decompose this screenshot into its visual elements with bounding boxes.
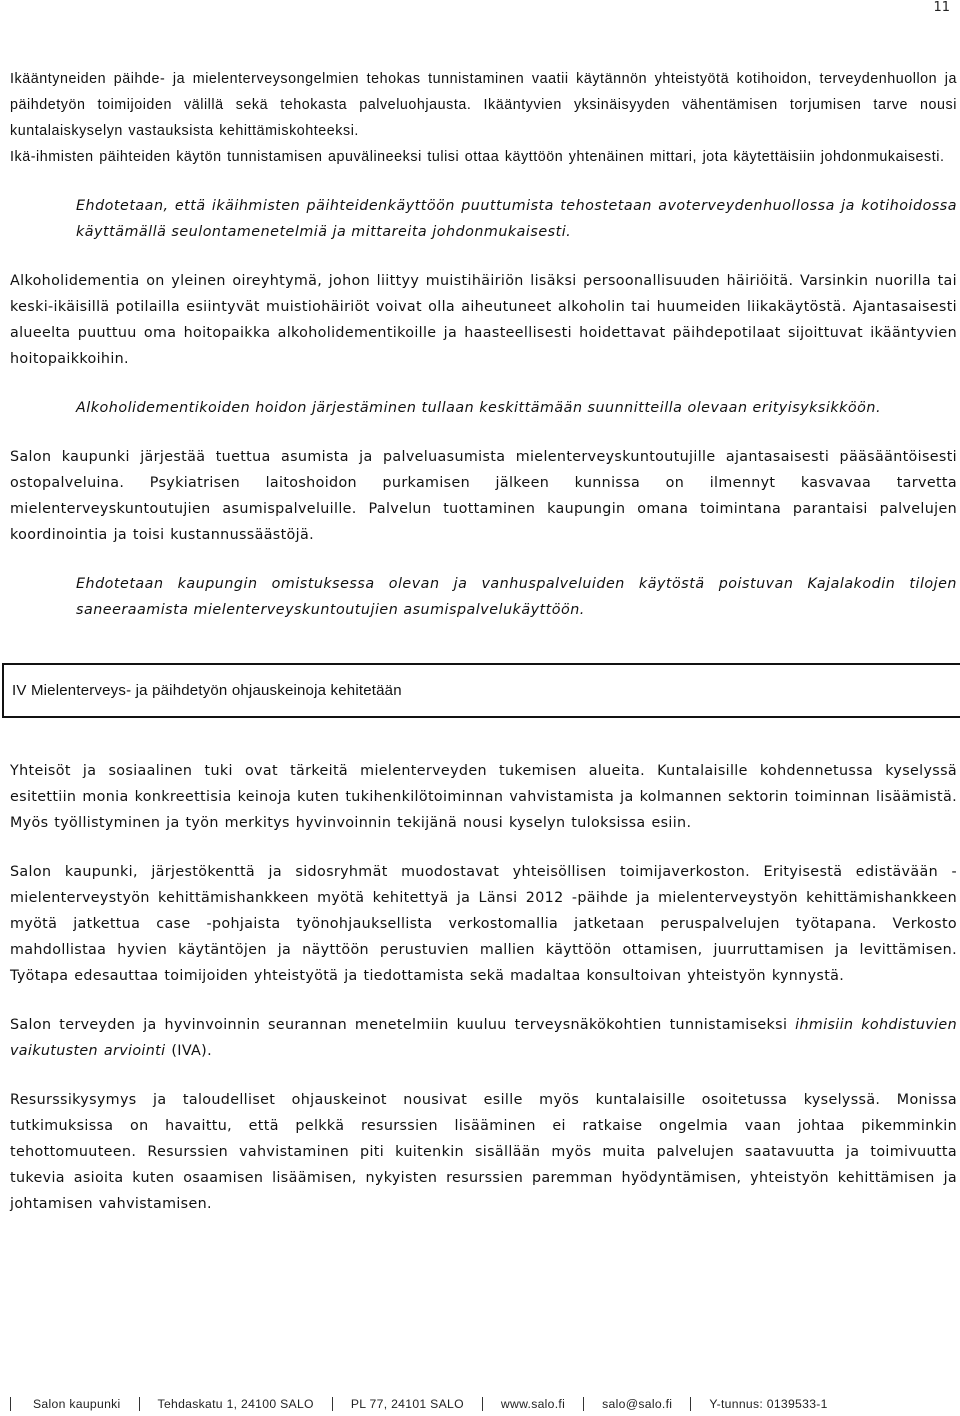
paragraph-resources: Resurssikysymys ja taloudelliset ohjauskeinot nousivat esille myös kuntalaisille osoitetussa kyselyssä. Monissa tutkimuksissa on havaittu, että pelkkä resurssien lisääminen ei ratkaise ongelmia vaan johtaa pikemminkin tehottomuuteen. Resurssien vahvistaminen piti kuitenkin sisällään myös muita palvelujen saatavuutta ja toimivuutta tukevia asioita kuten osaamisen lisäämisen, nykyisten resurssien paremman hyödyntämisen, yhteistyön kehittämisen ja johtamisen vahvistamisen. (10, 1092, 957, 1212)
footer-po-box: PL 77, 24101 SALO (350, 1397, 464, 1411)
footer-divider (583, 1397, 584, 1411)
footer-divider (482, 1397, 483, 1411)
paragraph-impact-assessment (10, 1012, 957, 1064)
proposal-kajalakoti-renovation: Ehdotetaan kaupungin omistuksessa olevan ja vanhuspalveluiden käytöstä poistuvan Kajalakodin tilojen saneeraamista mielenterveyskuntoutujien asumispalvelukäyttöön. (76, 576, 957, 618)
footer-street-address: Tehdaskatu 1, 24100 SALO (157, 1397, 314, 1411)
footer-divider (10, 1397, 11, 1411)
footer-org: Salon kaupunki (33, 1397, 121, 1411)
page-footer (10, 1397, 960, 1411)
proposal-screening-methods: Ehdotetaan, että ikäihmisten päihteidenkäyttöön puuttumista tehostetaan avoterveydenhuollossa ja kotihoidossa käyttämällä seulontamenetelmiä ja mittareita johdonmukaisesti. (76, 198, 957, 240)
section-heading: IV Mielenterveys- ja päihdetyön ohjauskeinoja kehitetään (12, 682, 402, 699)
footer-divider (332, 1397, 333, 1411)
iva-emphasis: ihmisiin kohdistuvien vaikutusten arviointi (10, 1017, 957, 1059)
footer-business-id: Y-tunnus: 0139533-1 (709, 1397, 828, 1411)
iva-text-end: (IVA). (165, 1043, 212, 1059)
paragraph-supported-housing: Salon kaupunki järjestää tuettua asumista ja palveluasumista mielenterveyskuntoutujille ajantasaisesti pääsääntöisesti ostopalveluina. Psykiatrisen laitoshoidon purkamisen jälkeen kunnissa on ilmennyt kasvavaa tarvetta mielenterveyskuntoutujien asumispalveluille. Palvelun tuottaminen kaupungin omana toimintana parantaisi palvelujen koordinointia ja toisi kustannussäästöjä. (10, 449, 957, 543)
footer-website-link[interactable]: www.salo.fi (500, 1397, 566, 1411)
page-number: 11 (933, 0, 950, 15)
proposal-dementia-care-unit: Alkoholidementikoiden hoidon järjestäminen tullaan keskittämään suunnitteilla olevaan erityisyksikköön. (76, 400, 881, 416)
paragraph-network-model: Salon kaupunki, järjestökenttä ja sidosryhmät muodostavat yhteisöllisen toimijaverkoston. Erityisestä edistävään -mielenterveystyön kehittämishankkeen myötä kehitettyä ja Länsi 2012 -päihde ja mielenterveystyön kehittämishankkeen myötä jatkettua case -pohjaista työnohjauksellista verkostomallia jatketaan peruspalvelujen työtapana. Verkosto mahdollistaa hyvien käytäntöjen ja näyttöön perustuvien mallien käyttöön ottamisen, juurruttamisen ja levittämisen. Työtapa edesauttaa toimijoiden yhteistyötä ja tiedottamista sekä madaltaa konsultoivan yhteistyön kynnystä. (10, 864, 957, 984)
paragraph-community-support: Yhteisöt ja sosiaalinen tuki ovat tärkeitä mielenterveyden tukemisen alueita. Kuntalaisille kohdennetussa kyselyssä esitettiin monia konkreettisia keinoja kuten tukihenkilötoiminnan vahvistamista ja kolmannen sektorin toiminnan lisäämistä. Myös työllistyminen ja työn merkitys hyvinvoinnin tekijänä nousi kyselyn tuloksissa esiin. (10, 763, 957, 831)
paragraph-elderly-substance-abuse: Ikääntyneiden päihde- ja mielenterveysongelmien tehokas tunnistaminen vaatii käytännön yhteistyötä kotihoidon, terveydenhuollon ja päihdetyön toimijoiden välillä sekä tehokasta palveluohjausta. Ikääntyvien yksinäisyyden vähentämisen torjumisen tarve nousi kuntalaiskyselyn vastauksista kehittämiskohteeksi. (10, 71, 957, 139)
footer-divider (139, 1397, 140, 1411)
iva-text-start: Salon terveyden ja hyvinvoinnin seurannan menetelmiin kuuluu terveysnäkökohtien tunnistamiseksi (10, 1017, 796, 1033)
footer-divider (690, 1397, 691, 1411)
document-body (10, 66, 957, 1217)
section-heading-box (2, 663, 960, 718)
paragraph-screening-tool: Ikä-ihmisten päihteiden käytön tunnistamisen apuvälineeksi tulisi ottaa käyttöön yhtenäinen mittari, jota käytettäisiin johdonmukaisesti. (10, 149, 945, 165)
paragraph-alcohol-dementia: Alkoholidementia on yleinen oireyhtymä, johon liittyy muistihäiriön lisäksi persoonallisuuden häiriöitä. Varsinkin nuorilla tai keski-ikäisillä potilailla esiintyvät muistiohäiriöt voivat olla aiheutuneet alkoholin tai huumeiden liikakäytöstä. Ajantasaisesti alueelta puuttuu oma hoitopaikka alkoholidementikoille ja haasteellisesti hoidettavat päihdepotilaat sijoittuvat ikääntyvien hoitopaikkoihin. (10, 273, 957, 367)
footer-email-link[interactable]: salo@salo.fi (602, 1397, 673, 1411)
